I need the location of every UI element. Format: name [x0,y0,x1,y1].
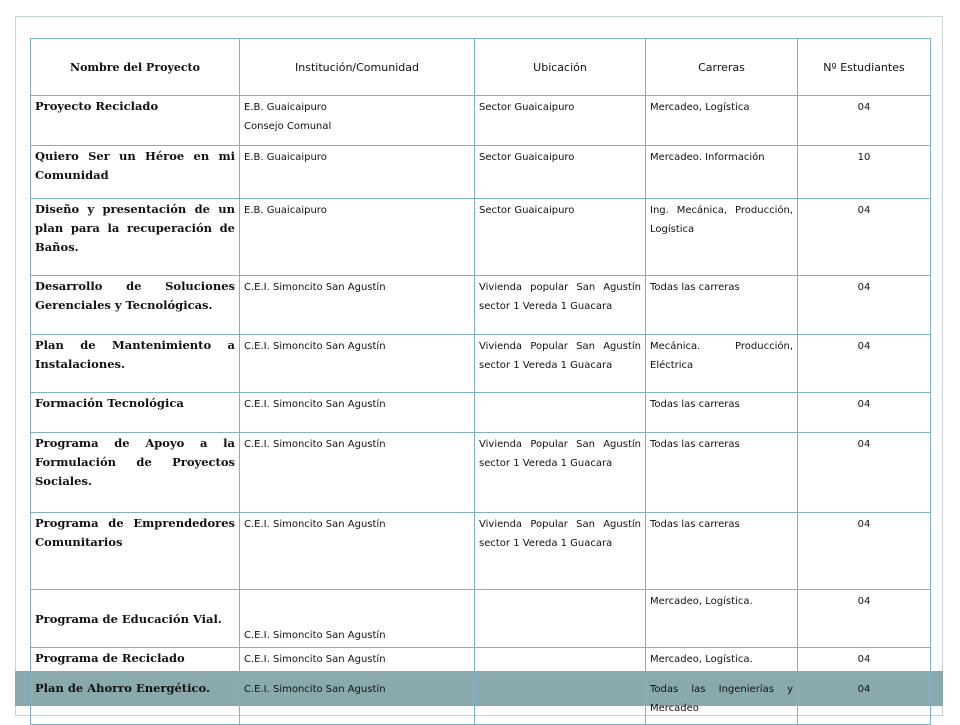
project-name-cell: Diseño y presentación de un plan para la recuperación de Baños. [31,199,240,276]
institution-line: Consejo Comunal [244,121,332,132]
institution-text: C.E.I. Simoncito San Agustín [244,439,386,450]
careers-text: Mercadeo, Logística. [650,596,753,607]
header-project-name: Nombre del Proyecto [31,39,240,96]
location-cell [475,648,646,678]
location-text: Vivienda Popular San Agustín sector 1 Vereda 1 Guacara [479,341,641,371]
students-text: 04 [857,102,871,113]
project-name-cell: Desarrollo de Soluciones Gerenciales y Tecnológicas. [31,276,240,335]
header-careers: Carreras [646,39,798,96]
table-row [31,433,931,513]
location-cell [475,513,646,590]
students-text: 04 [857,205,871,216]
header-institution: Institución/Comunidad [240,39,475,96]
table-row [31,335,931,393]
project-name-cell: Plan de Ahorro Energético. [31,678,240,725]
careers-text: Todas las carreras [650,439,740,450]
students-cell [798,513,931,590]
table-header-row [31,39,931,96]
careers-cell [646,513,798,590]
careers-text: Mercadeo, Logística [650,102,750,113]
location-cell [475,433,646,513]
project-name-cell: Plan de Mantenimiento a Instalaciones. [31,335,240,393]
students-text: 10 [857,152,871,163]
location-text: Sector Guaicaipuro [479,152,575,163]
students-text: 04 [857,596,871,607]
location-cell [475,146,646,199]
header-location: Ubicación [475,39,646,96]
location-text: Vivienda Popular San Agustín sector 1 Vereda 1 Guacara [479,519,641,549]
students-cell [798,276,931,335]
careers-text: Mercadeo, Logística. [650,654,753,665]
students-text: 04 [857,684,871,695]
institution-cell [240,276,475,335]
project-name-cell: Proyecto Reciclado [31,96,240,146]
students-text: 04 [857,519,871,530]
institution-cell [240,513,475,590]
careers-cell [646,393,798,433]
table-row [31,146,931,199]
location-cell [475,590,646,648]
careers-cell [646,146,798,199]
careers-text: Mecánica. Producción, Eléctrica [650,341,793,371]
institution-text: C.E.I. Simoncito San Agustín [244,654,386,665]
projects-table [30,38,931,725]
careers-text: Ing. Mecánica, Producción, Logística [650,205,793,235]
careers-cell [646,335,798,393]
students-cell [798,335,931,393]
table-row [31,590,931,648]
institution-text: C.E.I. Simoncito San Agustín [244,519,386,530]
location-text [479,393,641,395]
institution-cell [240,648,475,678]
project-name-cell: Quiero Ser un Héroe en mi Comunidad [31,146,240,199]
institution-text: C.E.I. Simoncito San Agustín [244,341,386,352]
students-text: 04 [857,654,871,665]
students-text: 04 [857,341,871,352]
careers-text: Todas las Ingenierías y Mercadeo [650,684,793,714]
table-row [31,96,931,146]
location-text: Vivienda Popular San Agustín sector 1 Vereda 1 Guacara [479,439,641,469]
careers-cell [646,678,798,725]
students-text: 04 [857,399,871,410]
institution-cell [240,393,475,433]
location-cell [475,393,646,433]
table-row [31,393,931,433]
careers-cell [646,276,798,335]
institution-line: E.B. Guaicaipuro [244,102,327,113]
careers-text: Todas las carreras [650,519,740,530]
location-cell [475,678,646,725]
careers-cell [646,648,798,678]
careers-cell [646,433,798,513]
table-row [31,678,931,725]
institution-cell [240,433,475,513]
location-cell [475,276,646,335]
table-row [31,199,931,276]
institution-cell [240,678,475,725]
students-cell [798,199,931,276]
institution-cell: C.E.I. Simoncito San Agustín [240,590,475,648]
table-row [31,276,931,335]
students-cell [798,393,931,433]
institution-text: E.B. Guaicaipuro [244,152,327,163]
project-name-cell: Programa de Reciclado [31,648,240,678]
students-cell [798,590,931,648]
students-cell [798,146,931,199]
careers-cell [646,590,798,648]
students-text: 04 [857,439,871,450]
institution-text: C.E.I. Simoncito San Agustín [244,399,386,410]
project-name-cell: Programa de Apoyo a la Formulación de Proyectos Sociales. [31,433,240,513]
table-row [31,513,931,590]
careers-text: Mercadeo. Información [650,152,765,163]
location-text: Vivienda popular San Agustín sector 1 Vereda 1 Guacara [479,282,641,312]
institution-text: C.E.I. Simoncito San Agustín [244,684,386,695]
project-name-cell: Programa de Educación Vial. [31,590,240,648]
institution-text: C.E.I. Simoncito San Agustín [244,282,386,293]
location-cell [475,199,646,276]
careers-text: Todas las carreras [650,282,740,293]
institution-cell [240,335,475,393]
students-text: 04 [857,282,871,293]
location-text: Sector Guaicaipuro [479,102,575,113]
project-name-cell: Programa de Emprendedores Comunitarios [31,513,240,590]
students-cell [798,678,931,725]
institution-text: E.B. Guaicaipuro [244,205,327,216]
institution-cell [240,146,475,199]
careers-text: Todas las carreras [650,399,740,410]
header-students: Nº Estudiantes [798,39,931,96]
careers-cell [646,199,798,276]
students-cell [798,96,931,146]
table-row [31,648,931,678]
institution-cell [240,199,475,276]
students-cell [798,433,931,513]
location-cell [475,335,646,393]
location-cell [475,96,646,146]
careers-cell [646,96,798,146]
location-text: Sector Guaicaipuro [479,205,575,216]
institution-cell [240,96,475,146]
project-name-cell: Formación Tecnológica [31,393,240,433]
students-cell [798,648,931,678]
